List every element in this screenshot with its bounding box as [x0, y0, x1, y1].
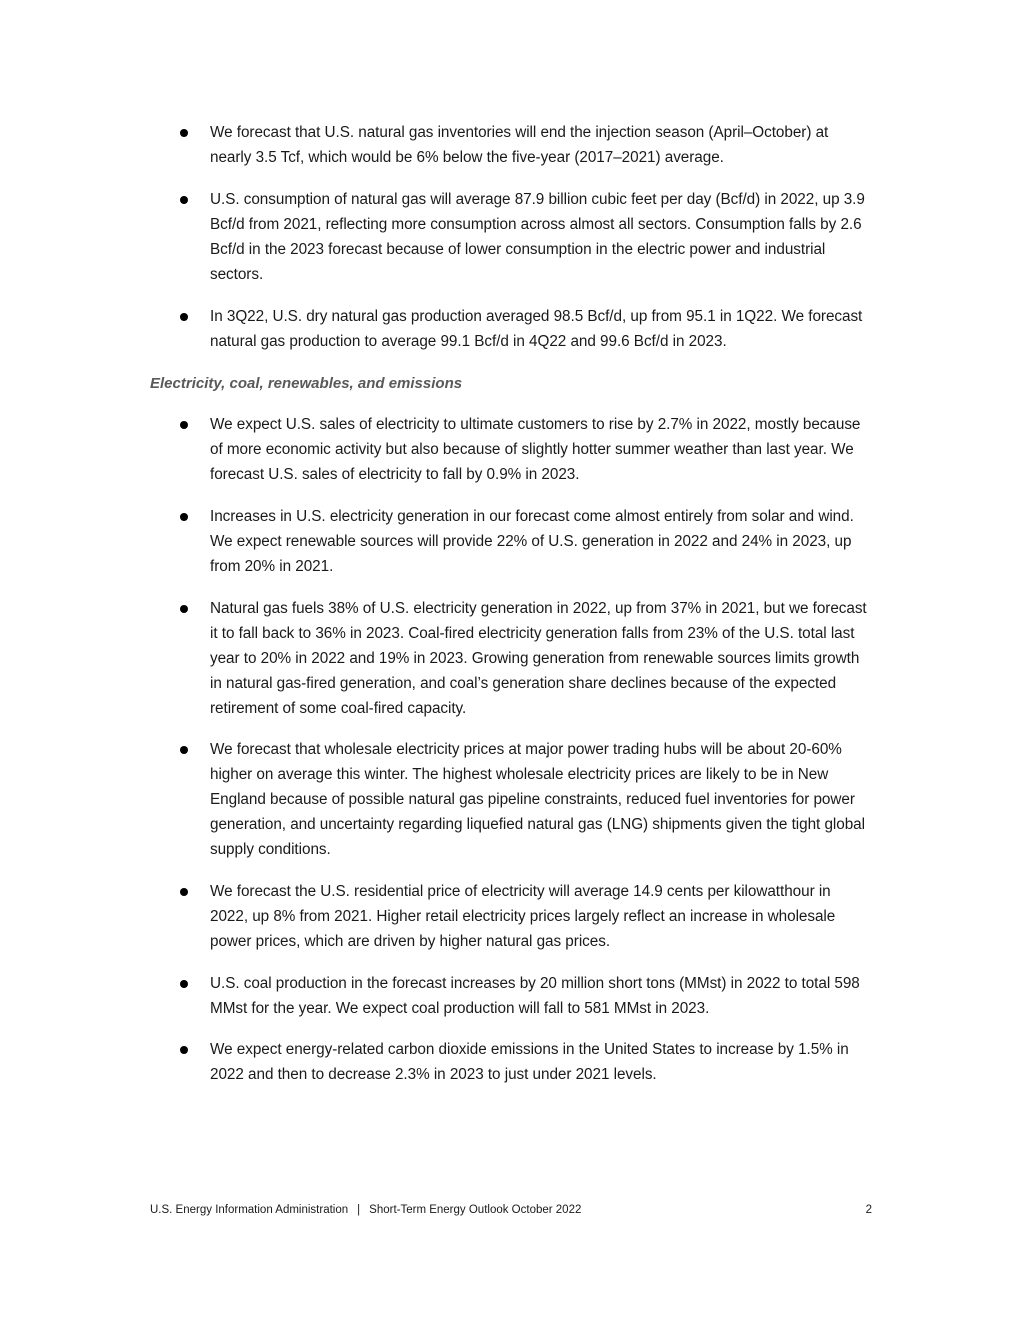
section-heading: Electricity, coal, renewables, and emissions — [150, 375, 463, 392]
bullet-icon — [180, 980, 188, 988]
bullet-icon — [180, 313, 188, 321]
bullet-text: U.S. consumption of natural gas will average 87.9 billion cubic feet per day (Bcf/d) in 2022, up 3.9 Bcf/d from 2021, reflecting more consumption across almost all sectors. Consumption falls by 2.6 Bcf/d in the 2023 forecast because of lower consumption in the electric power and industrial sectors. — [210, 191, 865, 283]
page-footer — [150, 1202, 872, 1218]
bullet-text: Increases in U.S. electricity generation in our forecast come almost entirely from solar and wind. We expect renewable sources will provide 22% of U.S. generation in 2022 and 24% in 2023, up from 20% in 2021. — [210, 508, 854, 575]
bullet-text: We expect energy-related carbon dioxide emissions in the United States to increase by 1.5% in 2022 and then to decrease 2.3% in 2023 to just under 2021 levels. — [210, 1041, 849, 1083]
bullet-icon — [180, 746, 188, 754]
bullet-text: In 3Q22, U.S. dry natural gas production averaged 98.5 Bcf/d, up from 95.1 in 1Q22. We forecast natural gas production to average 99.1 Bcf/d in 4Q22 and 99.6 Bcf/d in 2023. — [210, 308, 863, 350]
footer-organization: U.S. Energy Information Administration — [150, 1204, 349, 1216]
bullet-icon — [180, 196, 188, 204]
bullet-icon — [180, 129, 188, 137]
bullet-text: Natural gas fuels 38% of U.S. electricity generation in 2022, up from 37% in 2021, but we forecast it to fall back to 36% in 2023. Coal-fired electricity generation falls from 23% of the U.S. total last year to 20% in 2022 and 19% in 2023. Growing generation from renewable sources limits growth in natural gas-fired generation, and coal’s generation share declines because of the expected retirement of some coal-fired capacity. — [210, 600, 867, 717]
bullet-text: U.S. coal production in the forecast increases by 20 million short tons (MMst) in 2022 to total 598 MMst for the year. We expect coal production will fall to 581 MMst in 2023. — [210, 975, 860, 1017]
bullet-icon — [180, 513, 188, 521]
page-number: 2 — [865, 1204, 872, 1216]
bullet-icon — [180, 421, 188, 429]
bullet-text: We forecast that U.S. natural gas inventories will end the injection season (April–October) at nearly 3.5 Tcf, which would be 6% below the five-year (2017–2021) average. — [210, 124, 829, 166]
footer-publication: Short-Term Energy Outlook October 2022 — [369, 1204, 582, 1216]
footer-left — [150, 1202, 581, 1218]
bullet-icon — [180, 605, 188, 613]
footer-separator: | — [357, 1204, 361, 1216]
bullet-icon — [180, 1046, 188, 1054]
bullet-text: We forecast that wholesale electricity prices at major power trading hubs will be about 20-60% higher on average this winter. The highest wholesale electricity prices are likely to be in New England because of possible natural gas pipeline constraints, reduced fuel inventories for power generation, and uncertainty regarding liquefied natural gas (LNG) shipments given the tight global supply conditions. — [210, 741, 865, 858]
bullet-text: We expect U.S. sales of electricity to ultimate customers to rise by 2.7% in 2022, mostly because of more economic activity but also because of slightly hotter summer weather than last year. We forecast U.S. sales of electricity to fall by 0.9% in 2023. — [210, 416, 861, 483]
bullet-text: We forecast the U.S. residential price of electricity will average 14.9 cents per kilowatthour in 2022, up 8% from 2021. Higher retail electricity prices largely reflect an increase in wholesale power prices, which are driven by higher natural gas prices. — [210, 883, 836, 950]
bullet-icon — [180, 888, 188, 896]
